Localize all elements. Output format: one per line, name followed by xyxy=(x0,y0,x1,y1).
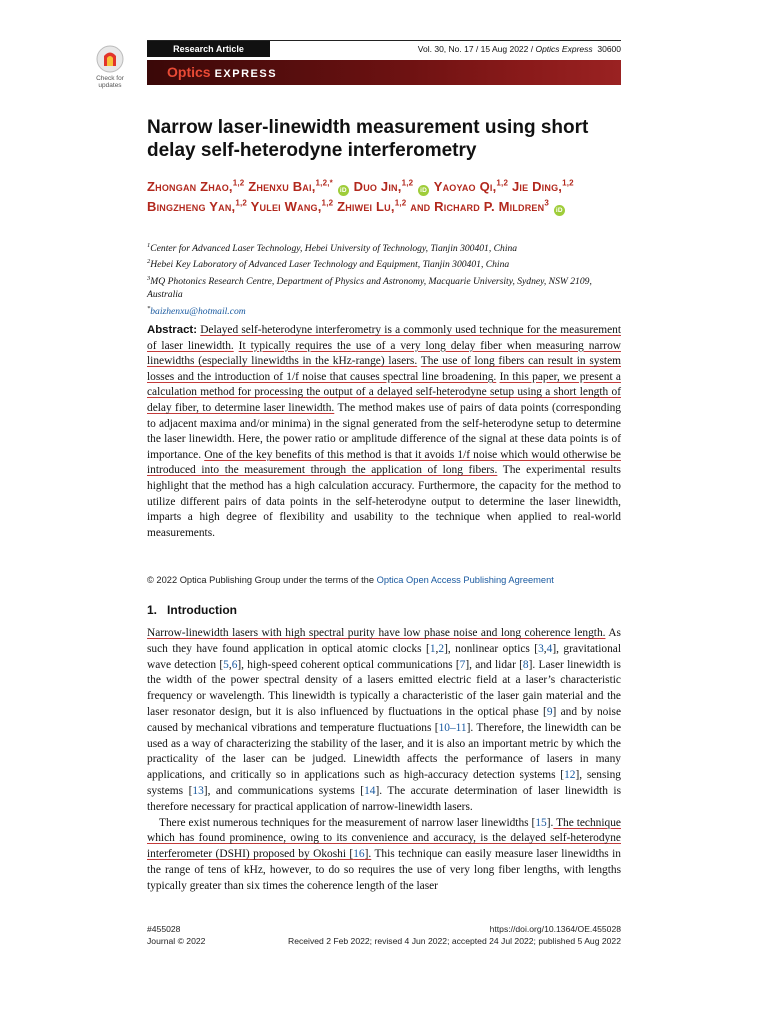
affiliation-sup: 2 xyxy=(147,258,151,266)
article-id: #455028 xyxy=(147,924,181,934)
author-name: Yulei Wang, xyxy=(250,199,322,214)
journal-banner xyxy=(147,60,621,85)
citation-link[interactable]: 9 xyxy=(546,705,553,718)
text-run: ]. The accurate determination of laser linewidth is therefore necessary for practical application of narrow-linewidth lasers. xyxy=(147,784,622,813)
affiliation-item xyxy=(147,255,621,271)
citation-link[interactable]: 1 xyxy=(429,642,436,655)
orcid-icon[interactable]: iD xyxy=(418,185,429,196)
text-run: ], high-speed coherent optical communications [ xyxy=(237,658,460,671)
abstract-sentence: The use of long fibers can result in system losses and the introduction of 1/f noise that causes spectral line broadening. xyxy=(147,355,621,383)
citation-link[interactable]: 12 xyxy=(564,769,576,782)
author-name: Zhiwei Lu, xyxy=(337,199,395,214)
citation-link[interactable]: 3 xyxy=(538,642,544,655)
abstract-sentence: It typically requires the use of a very long delay fiber when measuring narrow linewidths (especially linewidths in the kHz-range) lasers. xyxy=(147,339,621,368)
open-access-agreement-link[interactable]: Optica Open Access Publishing Agreement xyxy=(376,575,554,585)
text-run: , xyxy=(435,642,439,655)
text-run: Narrow-linewidth lasers with high spectral purity have low phase noise and long coherence length. xyxy=(147,627,606,639)
text-run: ], gravitational wave detection [ xyxy=(147,642,621,671)
article-type-label: Research Article xyxy=(147,41,270,57)
affiliation-text: MQ Photonics Research Centre, Department of Physics and Astronomy, Macquarie University, Sydney, NSW 2109, Australia xyxy=(147,276,592,301)
article-header-bar xyxy=(147,40,621,57)
journal-logo xyxy=(167,64,277,82)
author-name: Richard P. Mildren xyxy=(434,199,545,214)
author-affiliation-sup: 1,2 xyxy=(321,198,334,208)
abstract-sentence: The method makes use of pairs of data points (corresponding to adjacent maxima and/or minima) in the signal generated from the self-heterodyne setup to determine the laser linewidth. Here, the power ratio or amplitude difference of the signal at these data points is of importance. xyxy=(147,401,621,461)
text-run: ], nonlinear optics [ xyxy=(444,642,539,655)
text-run: , xyxy=(228,658,232,671)
author-name: Yaoyao Qi, xyxy=(433,179,497,194)
affiliation-sup: 3 xyxy=(147,274,151,282)
author-affiliation-sup: 3 xyxy=(544,198,549,208)
affiliation-item xyxy=(147,272,621,302)
author-affiliation-sup: 1,2 xyxy=(232,178,245,188)
text-run: ] and by noise caused by mechanical vibrations and temperature fluctuations [ xyxy=(147,705,621,734)
text-run: ], sensing systems [ xyxy=(147,769,621,797)
author-affiliation-sup: 1,2 xyxy=(235,198,248,208)
affiliation-sup: 1 xyxy=(147,242,151,249)
author-affiliation-sup: 1,2,* xyxy=(315,178,333,188)
text-run: ]. xyxy=(364,848,372,861)
citation-link[interactable]: 8 xyxy=(522,658,529,671)
text-run: ]. xyxy=(546,816,554,829)
doi-link[interactable]: https://doi.org/10.1364/OE.455028 xyxy=(489,924,621,934)
author-name: Duo Jin, xyxy=(353,179,402,194)
text-run: ], and lidar [ xyxy=(465,658,523,671)
copyright-text: © 2022 Optica Publishing Group under the terms of the xyxy=(147,575,377,585)
author-conjunction: and xyxy=(410,199,431,214)
text-run: The technique which has found prominence, owing to its convenience and accuracy, is the delayed self-heterodyne interferometer (DSHI) proposed by Okoshi [ xyxy=(147,816,621,861)
section-title: Introduction xyxy=(167,603,238,617)
copyright-notice xyxy=(147,574,621,586)
text-run: This technique can easily measure laser linewidths in the range of tens of kHz, however, to do so requires the use of very long fiber lengths, with lengths typically greater than six times the coherence length of the laser xyxy=(147,848,621,892)
page-number: 30600 xyxy=(597,44,621,54)
author-name: Zhenxu Bai, xyxy=(248,179,316,194)
text-run: ]. Laser linewidth is the width of the power spectral density of a lasers emitted electric field at a laser’s characteristic frequency or wavelength. This linewidth is typically a characteristic of the laser gain material and the laser resonator design, but it is also influenced by fluctuations in the optical phase [ xyxy=(147,658,621,718)
corresponding-email-link[interactable]: baizhenxu@hotmail.com xyxy=(150,305,246,317)
affiliation-list xyxy=(147,239,621,318)
issue-info xyxy=(418,41,621,57)
text-run: As such they have found application in optical atomic clocks [ xyxy=(147,627,621,655)
section-heading xyxy=(147,603,237,617)
affiliation-text: Hebei Key Laboratory of Advanced Laser Technology and Equipment, Tianjin 300401, China xyxy=(150,259,510,271)
affiliation-sup: * xyxy=(147,304,151,312)
affiliation-item xyxy=(147,239,621,255)
citation-link[interactable]: 13 xyxy=(192,784,204,797)
citation-link[interactable]: 14 xyxy=(364,784,376,797)
author-name: Bingzheng Yan, xyxy=(147,199,236,214)
intro-paragraph xyxy=(147,626,621,816)
abstract-sentence: One of the key benefits of this method is that it avoids 1/f noise which would otherwise be introduced into the measurement through the application of long fibers. xyxy=(147,448,621,477)
check-for-updates-icon xyxy=(95,44,125,74)
page-footer xyxy=(147,924,621,947)
journal-logo-express: EXPRESS xyxy=(214,68,278,80)
abstract xyxy=(147,323,621,541)
abstract-sentence: Delayed self-heterodyne interferometry is a commonly used technique for the measurement of laser linewidth. xyxy=(147,324,621,352)
abstract-sentence: The experimental results highlight that the method has a high calculation accuracy. Furthermore, the capacity for the method to utilize different pairs of data points in the self-heterodyne output to determine the laser linewidth, imparts a high degree of flexibility and usability to the technique when applied to real-world measurements. xyxy=(147,464,621,539)
text-run: There exist numerous techniques for the measurement of narrow laser linewidths [ xyxy=(159,816,536,829)
affiliation-item xyxy=(147,302,621,318)
text-run: , xyxy=(543,642,547,655)
citation-link[interactable]: 16 xyxy=(353,848,365,861)
journal-copyright: Journal © 2022 xyxy=(147,935,206,946)
issue-volume: Vol. 30, No. 17 / 15 Aug 2022 / xyxy=(417,44,536,54)
affiliation-text: Center for Advanced Laser Technology, Hebei University of Technology, Tianjin 300401, China xyxy=(150,243,518,255)
intro-paragraph xyxy=(147,816,621,895)
section-number: 1. xyxy=(147,603,158,617)
article-title: Narrow laser-linewidth measurement using short delay self-heterodyne interferometry xyxy=(147,117,589,161)
abstract-sentence: In this paper, we present a calculation method for processing the output of a delayed self-heterodyne setup using a short length of delay fiber, to determine laser linewidth. xyxy=(147,370,621,414)
author-affiliation-sup: 1,2 xyxy=(394,198,407,208)
citation-link[interactable]: 7 xyxy=(459,658,466,671)
author-name: Zhongan Zhao, xyxy=(147,179,233,194)
journal-name: Optics Express xyxy=(535,44,593,54)
author-affiliation-sup: 1,2 xyxy=(562,178,574,188)
citation-link[interactable]: 5 xyxy=(223,658,229,671)
author-name: Jie Ding, xyxy=(511,179,563,194)
check-for-updates-label: Check for updates xyxy=(96,75,124,89)
introduction-body xyxy=(147,626,621,895)
publication-dates: Received 2 Feb 2022; revised 4 Jun 2022; accepted 24 Jul 2022; published 5 Aug 2022 xyxy=(287,935,621,946)
journal-logo-optics: Optics xyxy=(167,64,211,80)
citation-link[interactable]: 4 xyxy=(546,642,553,655)
orcid-icon[interactable]: iD xyxy=(554,205,565,216)
orcid-icon[interactable]: iD xyxy=(338,185,349,196)
check-for-updates-badge[interactable] xyxy=(91,44,129,89)
abstract-heading: Abstract: xyxy=(147,324,198,336)
author-affiliation-sup: 1,2 xyxy=(496,178,509,188)
author-list xyxy=(147,177,621,217)
text-run: ]. Therefore, the linewidth can be used as a way of characterizing the stability of the laser, and it is also an important metric by which the practicality of the laser can be judged. Linewidth affects the performance of lasers in many applications, and critically so in applications such as high-accuracy detection systems [ xyxy=(147,721,622,782)
citation-link[interactable]: 15 xyxy=(535,816,547,829)
author-affiliation-sup: 1,2 xyxy=(401,178,414,188)
citation-link[interactable]: 6 xyxy=(231,658,238,671)
text-run: ], and communications systems [ xyxy=(203,784,365,797)
citation-link[interactable]: 10–11 xyxy=(438,721,467,734)
citation-link[interactable]: 2 xyxy=(438,642,445,655)
